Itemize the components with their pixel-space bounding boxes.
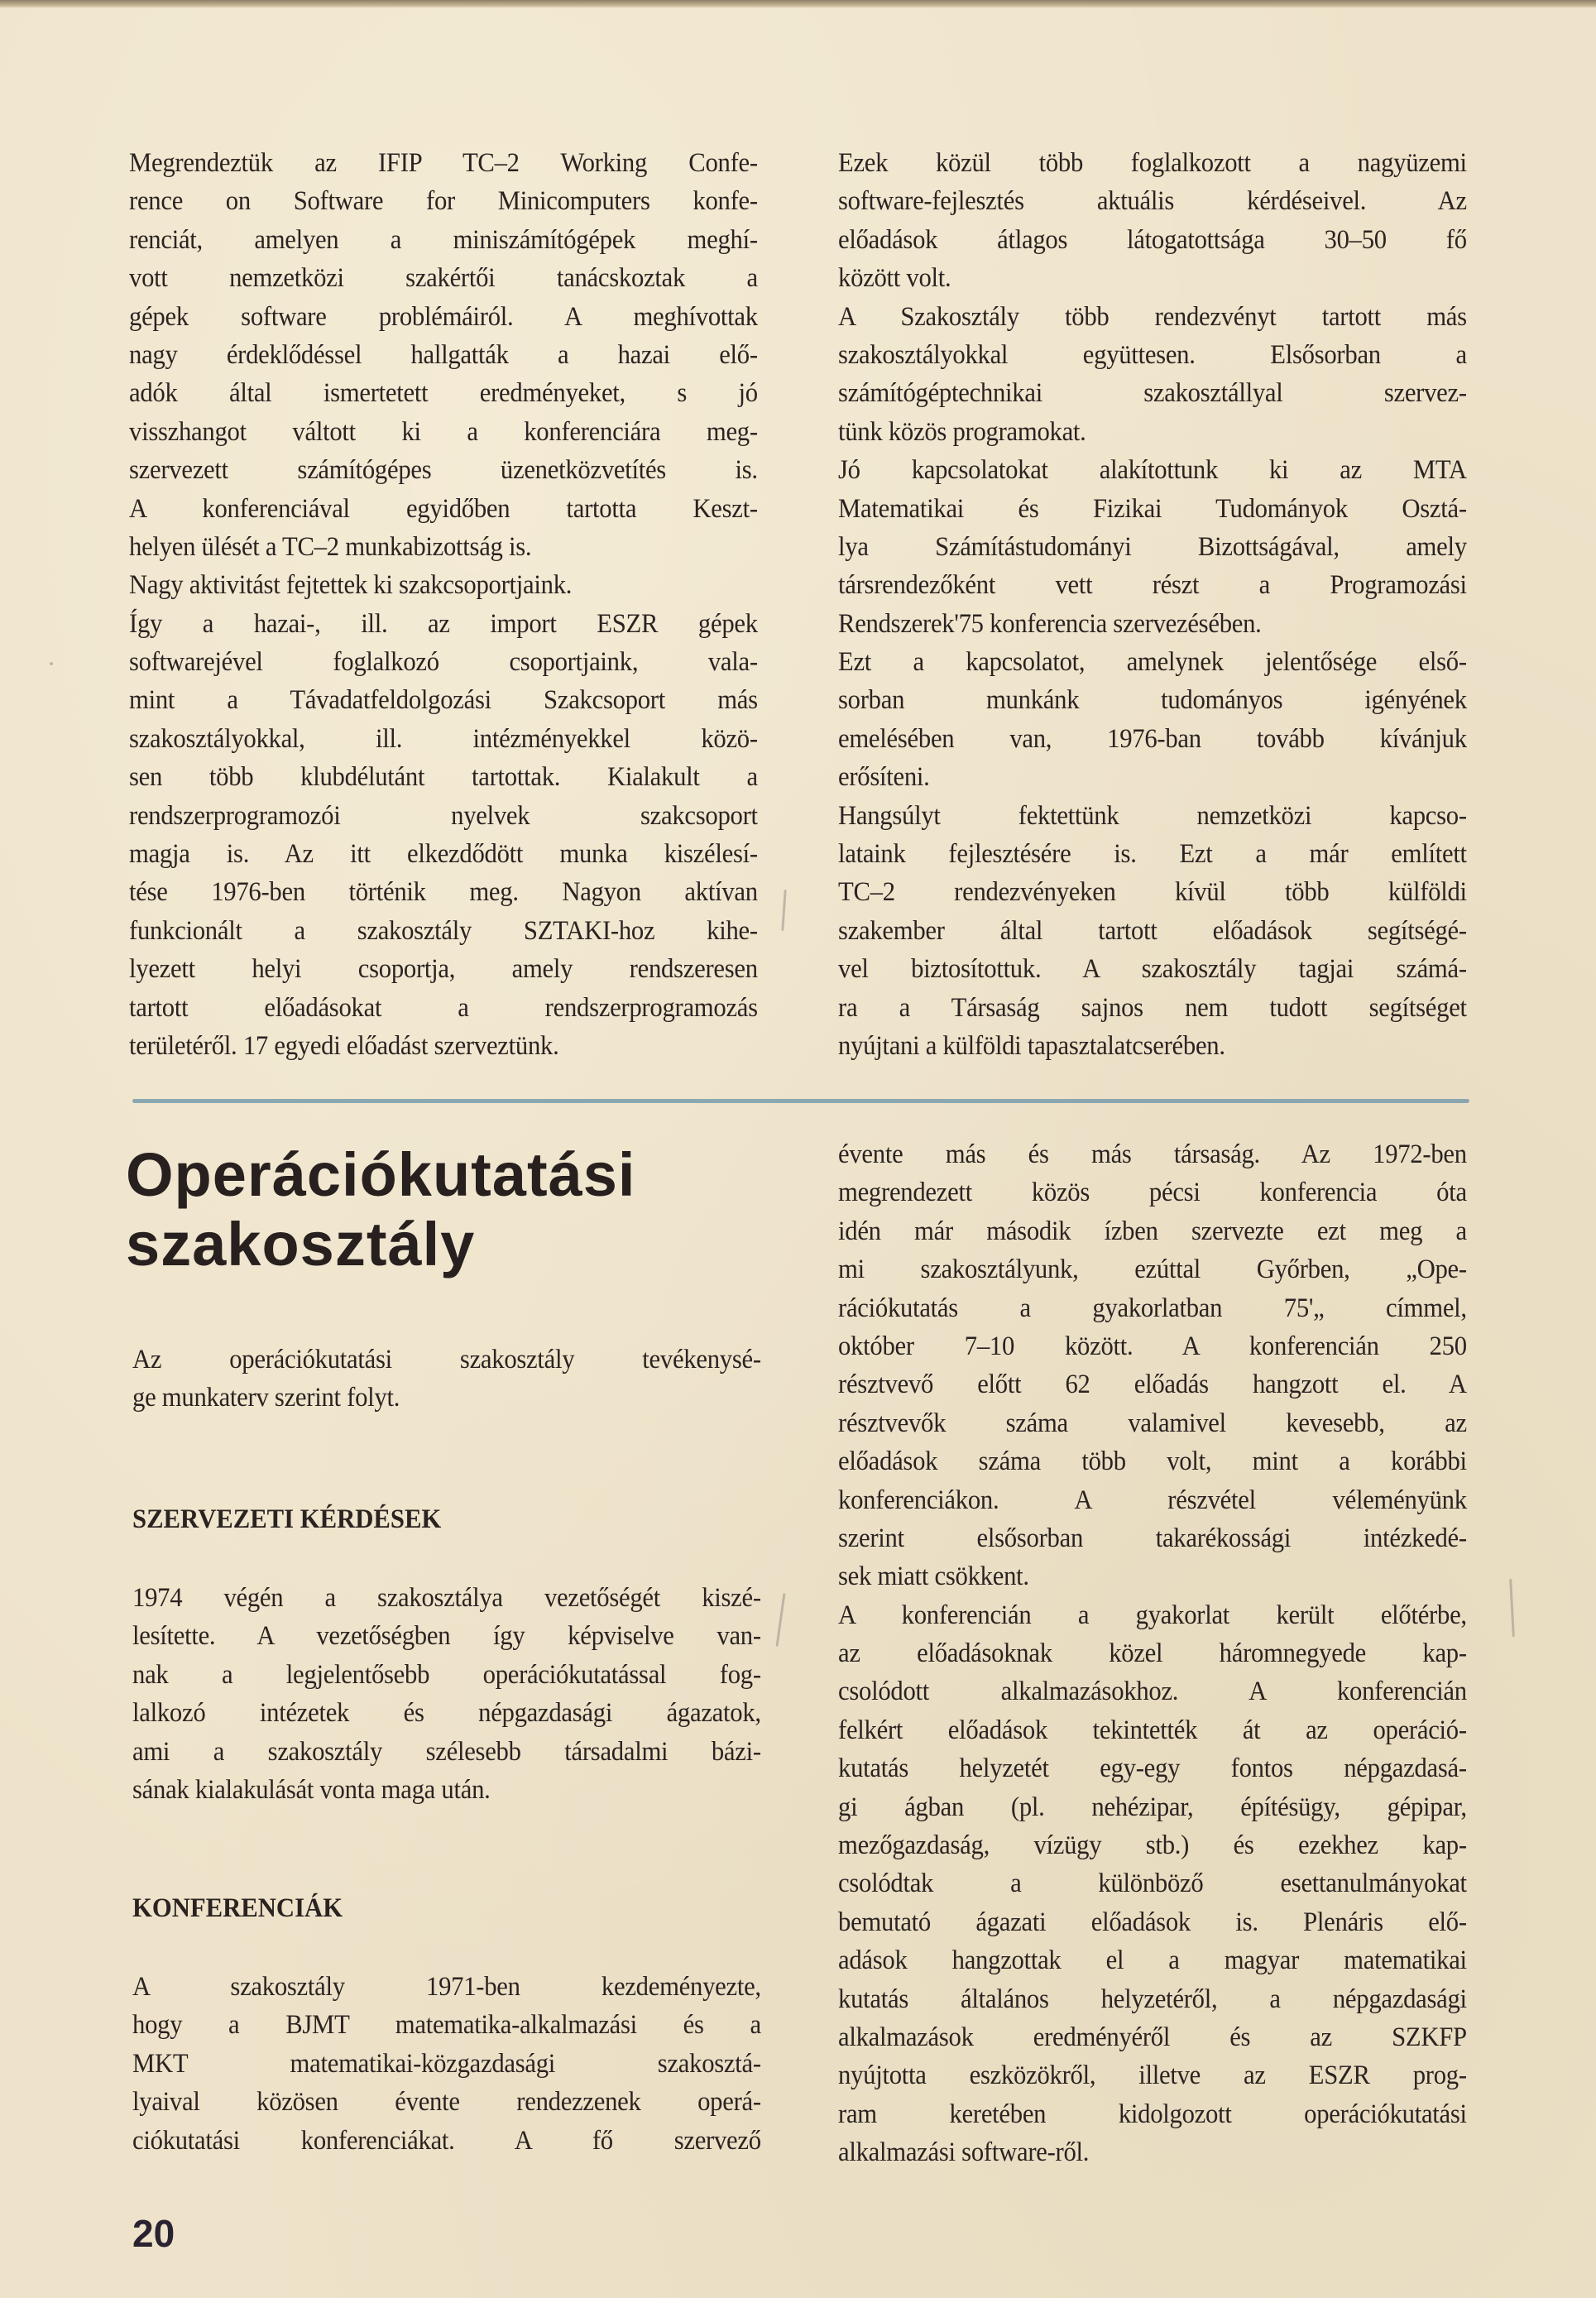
text-line: mezőgazdaság, vízügy stb.) és ezekhez kap-: [838, 1830, 1467, 1861]
text-line: tése 1976-ben történik meg. Nagyon aktívan: [129, 877, 758, 908]
text-line: bemutató ágazati előadások is. Plenáris elő-: [838, 1907, 1467, 1937]
text-line: szakosztályokkal együttesen. Elsősorban a: [838, 339, 1467, 370]
text-line: szakember által tartott előadások segítségé-: [838, 915, 1467, 946]
text-line: szakosztályokkal, ill. intézményekkel közö-: [129, 723, 758, 754]
text-line: adások hangzottak el a magyar matematikai: [838, 1945, 1467, 1976]
text-line: lesítette. A vezetőségben így képviselve van-: [132, 1621, 761, 1652]
text-line: funkcionált a szakosztály SZTAKI-hoz kihe-: [129, 915, 758, 946]
text-line: rációkutatás a gyakorlatban 75'„ címmel,: [838, 1293, 1467, 1323]
text-line: sának kialakulását vonta maga után.: [132, 1774, 491, 1805]
text-line: területéről. 17 egyedi előadást szerveztünk.: [129, 1030, 559, 1061]
text-line: A konferenciával egyidőben tartotta Keszt-: [129, 493, 758, 524]
text-line: vott nemzetközi szakértői tanácskoztak a: [129, 263, 758, 294]
text-line: ram keretében kidolgozott operációkutatási: [838, 2099, 1467, 2129]
section-title-line-2: szakosztály: [126, 1210, 476, 1279]
text-line: softwarejével foglalkozó csoportjaink, vala-: [129, 647, 758, 678]
text-line: erősíteni.: [838, 762, 930, 793]
text-line: lyezett helyi csoportja, amely rendszeresen: [129, 954, 758, 985]
text-line: vel biztosítottuk. A szakosztály tagjai számá-: [838, 954, 1467, 985]
text-line: nyújtani a külföldi tapasztalatcserében.: [838, 1030, 1225, 1061]
text-line: ge munkaterv szerint folyt.: [132, 1383, 400, 1413]
text-line: Hangsúlyt fektettünk nemzetközi kapcso-: [838, 800, 1467, 831]
subsection-body-conferences: [132, 1968, 761, 2160]
text-line: nagy érdeklődéssel hallgatták a hazai elő-: [129, 339, 758, 370]
text-line: rence on Software for Minicomputers konfe-: [129, 186, 758, 217]
text-line: Nagy aktivitást fejtettek ki szakcsoportjaink.: [129, 570, 573, 601]
page-top-edge: [0, 0, 1596, 8]
page-number: 20: [132, 2212, 175, 2255]
text-line: lataink fejlesztésére is. Ezt a már említett: [838, 839, 1467, 870]
text-line: tartott előadásokat a rendszerprogramozás: [129, 992, 758, 1023]
text-line: sorban munkánk tudományos igényének: [838, 685, 1467, 716]
text-line: visszhangot váltott ki a konferenciára meg-: [129, 416, 758, 447]
bottom-right-column: [838, 1135, 1467, 2172]
scan-mark: [1509, 1579, 1515, 1637]
text-line: megrendezett közös pécsi konferencia óta: [838, 1178, 1467, 1208]
text-line: előadások átlagos látogatottsága 30–50 fő: [838, 224, 1467, 255]
text-line: lyaival közösen évente rendezzenek operá-: [132, 2087, 761, 2118]
text-line: ciókutatási konferenciákat. A fő szervező: [132, 2125, 761, 2156]
text-line: Matematikai és Fizikai Tudományok Osztá-: [838, 493, 1467, 524]
text-line: gi ágban (pl. nehézipar, építésügy, gépipar,: [838, 1792, 1467, 1822]
top-left-column: [129, 144, 758, 1065]
text-line: ami a szakosztály szélesebb társadalmi bázi-: [132, 1736, 761, 1767]
text-line: mint a Távadatfeldolgozási Szakcsoport más: [129, 685, 758, 716]
text-line: sen több klubdélutánt tartottak. Kialakult a: [129, 762, 758, 793]
text-line: sek miatt csökkent.: [838, 1562, 1029, 1592]
text-line: TC–2 rendezvényeken kívül több külföldi: [838, 877, 1467, 908]
subsection-heading-conferences: KONFERENCIÁK: [132, 1893, 343, 1923]
text-line: szervezett számítógépes üzenetközvetítés is.: [129, 455, 758, 486]
text-line: Megrendeztük az IFIP TC–2 Working Confe-: [129, 148, 758, 178]
text-line: kutatás általános helyzetéről, a népgazdasági: [838, 1984, 1467, 2014]
text-line: között volt.: [838, 263, 951, 294]
text-line: az előadásoknak közel háromnegyede kap-: [838, 1638, 1467, 1669]
text-line: alkalmazások eredményéről és az SZKFP: [838, 2022, 1467, 2052]
text-line: nyújtotta eszközökről, illetve az ESZR prog-: [838, 2061, 1467, 2091]
text-line: felkért előadások tekintették át az operáció-: [838, 1715, 1467, 1745]
text-line: A konferencián a gyakorlat került előtérbe,: [838, 1600, 1467, 1630]
section-title-line-1: Operációkutatási: [126, 1140, 636, 1209]
text-line: konferenciákon. A részvétel véleményünk: [838, 1485, 1467, 1515]
scan-mark: [781, 890, 786, 931]
text-line: Így a hazai-, ill. az import ESZR gépek: [129, 608, 758, 639]
text-line: számítógéptechnikai szakosztállyal szervez-: [838, 378, 1467, 409]
text-line: lalkozó intézetek és népgazdasági ágazatok,: [132, 1698, 761, 1729]
text-line: idén már második ízben szervezte ezt meg a: [838, 1216, 1467, 1246]
text-line: Jó kapcsolatokat alakítottunk ki az MTA: [838, 455, 1467, 486]
text-line: nak a legjelentősebb operációkutatással fog-: [132, 1659, 761, 1690]
text-line: résztvevők száma valamivel kevesebb, az: [838, 1408, 1467, 1438]
text-line: A Szakosztály több rendezvényt tartott más: [838, 301, 1467, 332]
top-right-column: [838, 144, 1467, 1065]
text-line: lya Számítástudományi Bizottságával, amely: [838, 531, 1467, 562]
text-line: hogy a BJMT matematika-alkalmazási és a: [132, 2010, 761, 2041]
text-line: Ezt a kapcsolatot, amelynek jelentősége első-: [838, 647, 1467, 678]
text-line: helyen ülését a TC–2 munkabizottság is.: [129, 531, 532, 562]
text-line: rendszerprogramozói nyelvek szakcsoport: [129, 800, 758, 831]
text-line: társrendezőként vett részt a Programozási: [838, 570, 1467, 601]
text-line: Az operációkutatási szakosztály tevékenysé-: [132, 1345, 761, 1374]
text-line: Ezek közül több foglalkozott a nagyüzemi: [838, 148, 1467, 178]
text-line: emelésében van, 1976-ban tovább kívánjuk: [838, 723, 1467, 754]
text-line: kutatás helyzetét egy-egy fontos népgazdasá-: [838, 1753, 1467, 1784]
text-line: előadások száma több volt, mint a korábbi: [838, 1446, 1467, 1477]
subsection-body-organizational: [132, 1579, 761, 1809]
text-line: magja is. Az itt elkezdődött munka kiszélesí-: [129, 839, 758, 870]
text-line: résztvevő előtt 62 előadás hangzott el. A: [838, 1370, 1467, 1400]
text-line: gépek software problémáiról. A meghívottak: [129, 301, 758, 332]
text-line: mi szakosztályunk, ezúttal Győrben, „Ope-: [838, 1255, 1467, 1285]
text-line: 1974 végén a szakosztálya vezetőségét kiszé-: [132, 1583, 761, 1613]
scan-mark: [50, 662, 53, 665]
text-line: csolódott alkalmazásokhoz. A konferencián: [838, 1677, 1467, 1707]
text-line: renciát, amelyen a miniszámítógépek meghí-: [129, 224, 758, 255]
text-line: A szakosztály 1971-ben kezdeményezte,: [132, 1972, 761, 2002]
text-line: szerint elsősorban takarékossági intézkedé-: [838, 1523, 1467, 1553]
text-line: MKT matematikai-közgazdasági szakosztá-: [132, 2048, 761, 2079]
section-title: [126, 1140, 635, 1279]
text-line: október 7–10 között. A konferencián 250: [838, 1331, 1467, 1361]
text-line: Rendszerek'75 konferencia szervezésében.: [838, 608, 1262, 639]
subsection-heading-organizational: SZERVEZETI KÉRDÉSEK: [132, 1504, 442, 1534]
section-divider: [132, 1099, 1469, 1103]
text-line: adók által ismertetett eredményeket, s jó: [129, 378, 758, 409]
section-intro: [132, 1341, 761, 1418]
text-line: software-fejlesztés aktuális kérdéseivel. Az: [838, 186, 1467, 217]
text-line: évente más és más társaság. Az 1972-ben: [838, 1139, 1467, 1169]
text-line: ra a Társaság sajnos nem tudott segítséget: [838, 992, 1467, 1023]
scan-mark: [775, 1593, 785, 1647]
text-line: tünk közös programokat.: [838, 416, 1086, 447]
text-line: alkalmazási software-ről.: [838, 2137, 1090, 2168]
text-line: csolódtak a különböző esettanulmányokat: [838, 1869, 1467, 1899]
